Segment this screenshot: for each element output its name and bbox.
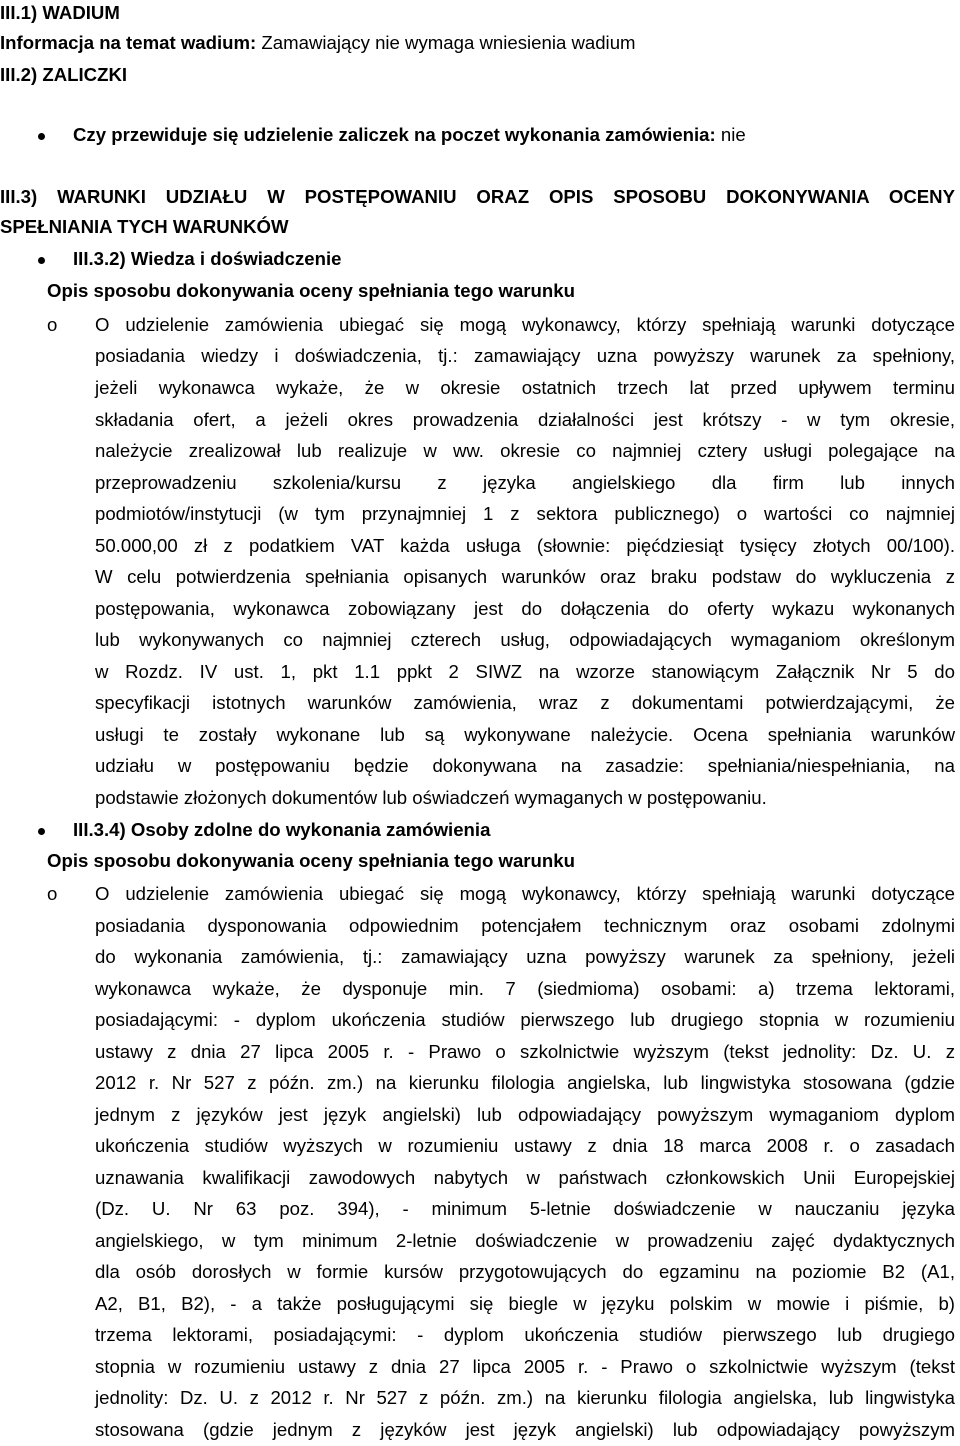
paragraph-line: stopnia w rozumieniu ustawy z dnia 27 lipca 2005 r. - Prawo o szkolnictwie wyższym (tekst	[95, 1356, 955, 1377]
paragraph-line: (Dz. U. Nr 63 poz. 394), - minimum 5-letnie doświadczenie w nauczaniu języka	[95, 1198, 955, 1219]
wadium-info	[0, 34, 636, 53]
paragraph-line: przeprowadzeniu szkolenia/kursu z języka angielskiego dla firm lub innych	[95, 472, 955, 493]
paragraph-line: uznawania kwalifikacji zawodowych nabytych w państwach członkowskich Unii Europejskiej	[95, 1167, 955, 1188]
paragraph-line: jeżeli wykonawca wykaże, że w okresie ostatnich trzech lat przed upływem terminu	[95, 377, 955, 398]
paragraph-line: podmiotów/instytucji (w tym przynajmniej 1 z sektora publicznego) o wartości co najmniej	[95, 503, 955, 524]
section-heading-warunki-line1: III.3) WARUNKI UDZIAŁU W POSTĘPOWANIU ORAZ OPIS SPOSOBU DOKONYWANIA OCENY	[0, 186, 955, 207]
paragraph-line: posiadania wiedzy i doświadczenia, tj.: zamawiający uzna powyższy warunek za spełniony,	[95, 345, 955, 366]
paragraph-line: do wykonania zamówienia, tj.: zamawiający uzna powyższy warunek za spełniony, jeżeli	[95, 946, 955, 967]
paragraph-line: O udzielenie zamówienia ubiegać się mogą wykonawcy, którzy spełniają warunki dotyczące	[95, 314, 955, 335]
paragraph-line: W celu potwierdzenia spełniania opisanych warunków oraz braku podstaw do wykluczenia z	[95, 566, 955, 587]
paragraph-line: udziału w postępowaniu będzie dokonywana na zasadzie: spełniania/niespełniania, na	[95, 755, 955, 776]
paragraph-line: 2012 r. Nr 527 z późn. zm.) na kierunku filologia angielska, lub lingwistyka stosowana (gdzie	[95, 1072, 955, 1093]
zaliczki-question: Czy przewiduje się udzielenie zaliczek na poczet wykonania zamówienia:	[73, 124, 716, 145]
subsection-subtitle-osoby: Opis sposobu dokonywania oceny spełniania tego warunku	[47, 850, 575, 871]
wadium-info-label: Informacja na temat wadium:	[0, 32, 257, 53]
circle-bullet-icon: o	[47, 883, 58, 904]
paragraph-line: jednolity: Dz. U. z 2012 r. Nr 527 z późn. zm.) na kierunku filologia angielska, lub lingwistyka	[95, 1387, 955, 1408]
zaliczki-answer: nie	[720, 124, 746, 145]
paragraph-line: lub wykonywanych co najmniej czterech usług, odpowiadających wymaganiom określonym	[95, 629, 955, 650]
circle-bullet-icon: o	[47, 314, 58, 335]
section-heading-wadium: III.1) WADIUM	[0, 2, 120, 23]
subsection-subtitle-wiedza: Opis sposobu dokonywania oceny spełniania tego warunku	[47, 280, 575, 301]
wadium-info-value: Zamawiający nie wymaga wniesienia wadium	[261, 32, 636, 53]
paragraph-line: dla osób dorosłych w formie kursów przygotowujących do egzaminu na poziomie B2 (A1,	[95, 1261, 955, 1282]
paragraph-line: posiadania dysponowania odpowiednim potencjałem technicznym oraz osobami zdolnymi	[95, 915, 955, 936]
paragraph-line: składania ofert, a jeżeli okres prowadzenia działalności jest krótszy - w tym okresie,	[95, 409, 955, 430]
paragraph-line: w Rozdz. IV ust. 1, pkt 1.1 ppkt 2 SIWZ na wzorze stanowiącym Załącznik Nr 5 do	[95, 661, 955, 682]
bullet-icon	[38, 133, 45, 140]
paragraph-line: stosowana (gdzie jednym z języków jest język angielski) lub odpowiadający powyższym	[95, 1419, 955, 1440]
paragraph-line: A2, B1, B2), - a także posługującymi się biegle w języku polskim w mowie i piśmie, b)	[95, 1293, 955, 1314]
zaliczki-item	[73, 126, 746, 145]
subsection-title-wiedza: III.3.2) Wiedza i doświadczenie	[73, 248, 342, 269]
paragraph-line: 50.000,00 zł z podatkiem VAT każda usługa (słownie: pięćdziesiąt tysięcy złotych 00/100).	[95, 535, 955, 556]
paragraph-line: ustawy z dnia 27 lipca 2005 r. - Prawo o szkolnictwie wyższym (tekst jednolity: Dz. U. z	[95, 1041, 955, 1062]
section-heading-warunki-line2: SPEŁNIANIA TYCH WARUNKÓW	[0, 216, 289, 237]
paragraph-line: jednym z języków jest język angielski) lub odpowiadający powyższym wymaganiom dyplom	[95, 1104, 955, 1125]
section-heading-zaliczki: III.2) ZALICZKI	[0, 64, 128, 85]
paragraph-line: podstawie złożonych dokumentów lub oświadczeń wymaganych w postępowaniu.	[95, 787, 767, 808]
paragraph-line: O udzielenie zamówienia ubiegać się mogą wykonawcy, którzy spełniają warunki dotyczące	[95, 883, 955, 904]
paragraph-line: usługi te zostały wykonane lub są wykonywane należycie. Ocena spełniania warunków	[95, 724, 955, 745]
paragraph-line: należycie zrealizował lub realizuje w ww. okresie co najmniej cztery usługi polegające na	[95, 440, 955, 461]
paragraph-line: angielskiego, w tym minimum 2-letnie doświadczenie w prowadzeniu zajęć dydaktycznych	[95, 1230, 955, 1251]
paragraph-line: posiadającymi: - dyplom ukończenia studiów pierwszego lub drugiego stopnia w rozumieniu	[95, 1009, 955, 1030]
subsection-title-osoby: III.3.4) Osoby zdolne do wykonania zamówienia	[73, 819, 491, 840]
paragraph-line: postępowania, wykonawca zobowiązany jest do dołączenia do oferty wykazu wykonanych	[95, 598, 955, 619]
paragraph-line: wykonawca wykaże, że dysponuje min. 7 (siedmioma) osobami: a) trzema lektorami,	[95, 978, 955, 999]
bullet-icon	[38, 257, 45, 264]
bullet-icon	[38, 828, 45, 835]
paragraph-line: trzema lektorami, posiadającymi: - dyplom ukończenia studiów pierwszego lub drugiego	[95, 1324, 955, 1345]
paragraph-line: ukończenia studiów wyższych w rozumieniu ustawy z dnia 18 marca 2008 r. o zasadach	[95, 1135, 955, 1156]
paragraph-line: specyfikacji istotnych warunków zamówienia, wraz z dokumentami potwierdzającymi, że	[95, 692, 955, 713]
